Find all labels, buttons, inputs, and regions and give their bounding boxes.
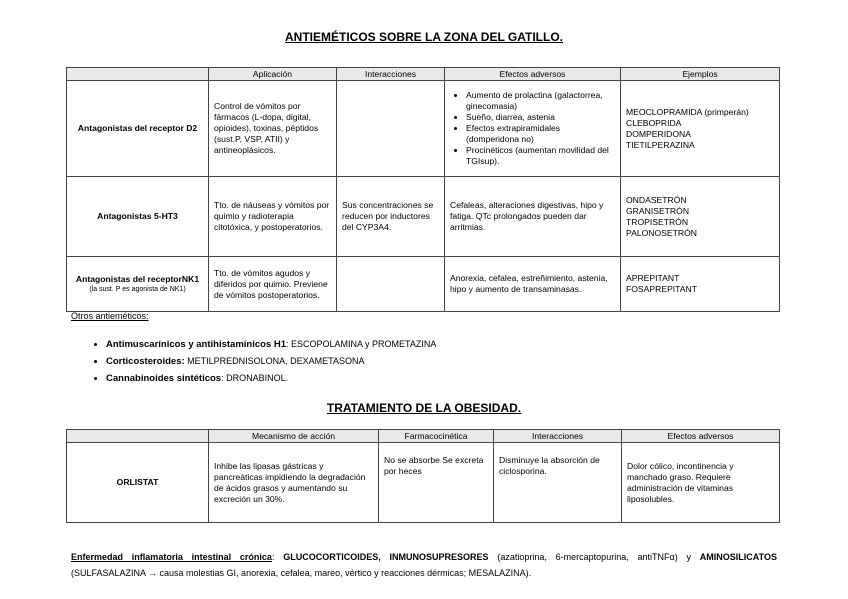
- row-name-5ht3: [67, 177, 209, 257]
- table-row-5ht3: [67, 177, 780, 257]
- other-antiemetics-label: Otros antieméticos:: [71, 311, 149, 321]
- row-name-orlistat: ORLISTAT: [67, 443, 209, 523]
- cell-pharmacokinetics: [379, 443, 494, 523]
- row-note-nk1: (la sust. P es agonista de NK1): [89, 286, 186, 293]
- header-cell-adverse: Efectos adversos: [445, 68, 621, 81]
- example-item: TROPISETRÓN: [626, 216, 689, 227]
- table-header-row: [67, 68, 780, 81]
- list-item: [106, 353, 436, 370]
- item-bold: Cannabinoides sintéticos: [106, 373, 222, 384]
- example-item: PALONOSETRÓN: [626, 227, 697, 238]
- header-cell-application: Aplicación: [209, 68, 337, 81]
- example-item: CLEBOPRIDA: [626, 117, 682, 128]
- example-item: ONDASETRÓN: [626, 194, 687, 205]
- header-cell-empty: [67, 68, 209, 81]
- page-title-antiemetics: ANTIEMÉTICOS SOBRE LA ZONA DEL GATILLO.: [285, 30, 563, 44]
- cell-examples-5ht3: [621, 177, 780, 257]
- cell-examples-d2: [621, 81, 780, 177]
- item-text: METILPREDNISOLONA, DEXAMETASONA: [184, 356, 365, 366]
- cell-adverse-d2: [445, 81, 621, 177]
- row-name-text: Antagonistas del receptorNK1: [75, 274, 200, 284]
- header-cell-mechanism: Mecanismo de acción: [209, 430, 379, 443]
- ibd-sep: :: [271, 552, 284, 562]
- antiemetics-table: [66, 67, 780, 312]
- page-title-obesity: TRATAMIENTO DE LA OBESIDAD.: [326, 401, 522, 415]
- header-cell-pharmacokinetics: Farmacocinética: [379, 430, 494, 443]
- table-row-nk1: [67, 257, 780, 312]
- cell-adverse-nk1: Anorexia, cefalea, estreñimiento, astenia, hipo y aumento de transaminasas.: [445, 257, 621, 312]
- cell-interactions-d2: [337, 81, 445, 177]
- item-text: : DRONABINOL.: [221, 373, 289, 383]
- cell-application-d2: Control de vómitos por fármacos (L-dopa, digital, opioides), toxinas, péptidos (sust.P, VSP, ATII) y antineoplásicos.: [209, 81, 337, 177]
- header-cell-interactions: Interacciones: [337, 68, 445, 81]
- ibd-drugs-2: AMINOSILICATOS: [699, 552, 777, 562]
- list-item: [106, 336, 436, 353]
- example-item: TIETILPERAZINA: [626, 139, 695, 150]
- item-bold: Corticosteroides:: [106, 356, 185, 367]
- row-name-text: Antagonistas del receptor D2: [77, 123, 198, 133]
- item-bold: Antimuscarínicos y antihistamínicos H1: [106, 339, 287, 350]
- list-item: • Procinéticos (aumentan movilidad del TGIsup).: [466, 145, 615, 167]
- header-cell-adverse: Efectos adversos: [622, 430, 780, 443]
- header-cell-examples: Ejemplos: [621, 68, 780, 81]
- header-cell-empty: [67, 430, 209, 443]
- list-item: • Efectos extrapiramidales (domperidona no): [466, 123, 615, 145]
- table-row-orlistat: [67, 443, 780, 523]
- other-antiemetics-list: [90, 336, 436, 387]
- example-item: APREPITANT: [626, 273, 680, 283]
- cell-application-5ht3: Tto. de náuseas y vómitos por quimio y radioterapia citotóxica, y postoperatorios.: [209, 177, 337, 257]
- adverse-list-d2: [450, 90, 615, 167]
- header-cell-interactions: Interacciones: [494, 430, 622, 443]
- list-item: [106, 370, 436, 387]
- row-name-text: Antagonistas 5-HT3: [97, 211, 178, 221]
- row-name-nk1: [67, 257, 209, 312]
- example-item: DOMPERIDONA: [626, 128, 691, 139]
- ibd-text-1: (azatioprina, 6-mercaptopurina, antiTNFα) y: [488, 552, 700, 562]
- interactions-text: Disminuye la absorción de ciclosporina.: [499, 454, 600, 476]
- list-item: • Aumento de prolactina (galactorrea, ginecomasia): [466, 90, 615, 112]
- example-item: MEOCLOPRAMIDA (primperán): [626, 106, 749, 117]
- example-item: FOSAPREPITANT: [626, 284, 697, 294]
- ibd-drugs-1: GLUCOCORTICOIDES, INMUNOSUPRESORES: [283, 552, 489, 562]
- table-row-d2: [67, 81, 780, 177]
- row-name-d2: [67, 81, 209, 177]
- ibd-paragraph: [71, 549, 777, 581]
- cell-interactions-nk1: [337, 257, 445, 312]
- item-text: : ESCOPOLAMINA y PROMETAZINA: [286, 339, 437, 349]
- cell-interactions-5ht3: Sus concentraciones se reducen por inductores del CYP3A4.: [337, 177, 445, 257]
- obesity-table: [66, 429, 780, 523]
- cell-adverse-5ht3: Cefaleas, alteraciones digestivas, hipo y fatiga. QTc prolongados pueden dar arritmias.: [445, 177, 621, 257]
- example-item: GRANISETRÓN: [626, 205, 690, 216]
- ibd-text-2: (SULFASALAZINA → causa molestias GI, anorexia, cefalea, mareo, vértico y reacciones dérmicas; MESALAZINA).: [71, 568, 532, 578]
- list-item: • Sueño, diarrea, astenia: [466, 112, 615, 123]
- cell-examples-nk1: [621, 257, 780, 312]
- table-header-row: [67, 430, 780, 443]
- pk-text: No se absorbe Se excreta por heces: [384, 454, 484, 476]
- cell-mechanism: Inhibe las lipasas gástricas y pancreáticas impidiendo la degradación de ácidos grasos y aumentando su excreción un 30%.: [209, 443, 379, 523]
- cell-adverse: Dolor cólico, incontinencia y manchado graso. Requiere administración de vitaminas liposolubles.: [622, 443, 780, 523]
- ibd-label: Enfermedad inflamatoria intestinal crónica: [71, 552, 272, 562]
- cell-application-nk1: Tto. de vómitos agudos y diferidos por quimio. Previene de vómitos postoperatorios.: [209, 257, 337, 312]
- cell-interactions: [494, 443, 622, 523]
